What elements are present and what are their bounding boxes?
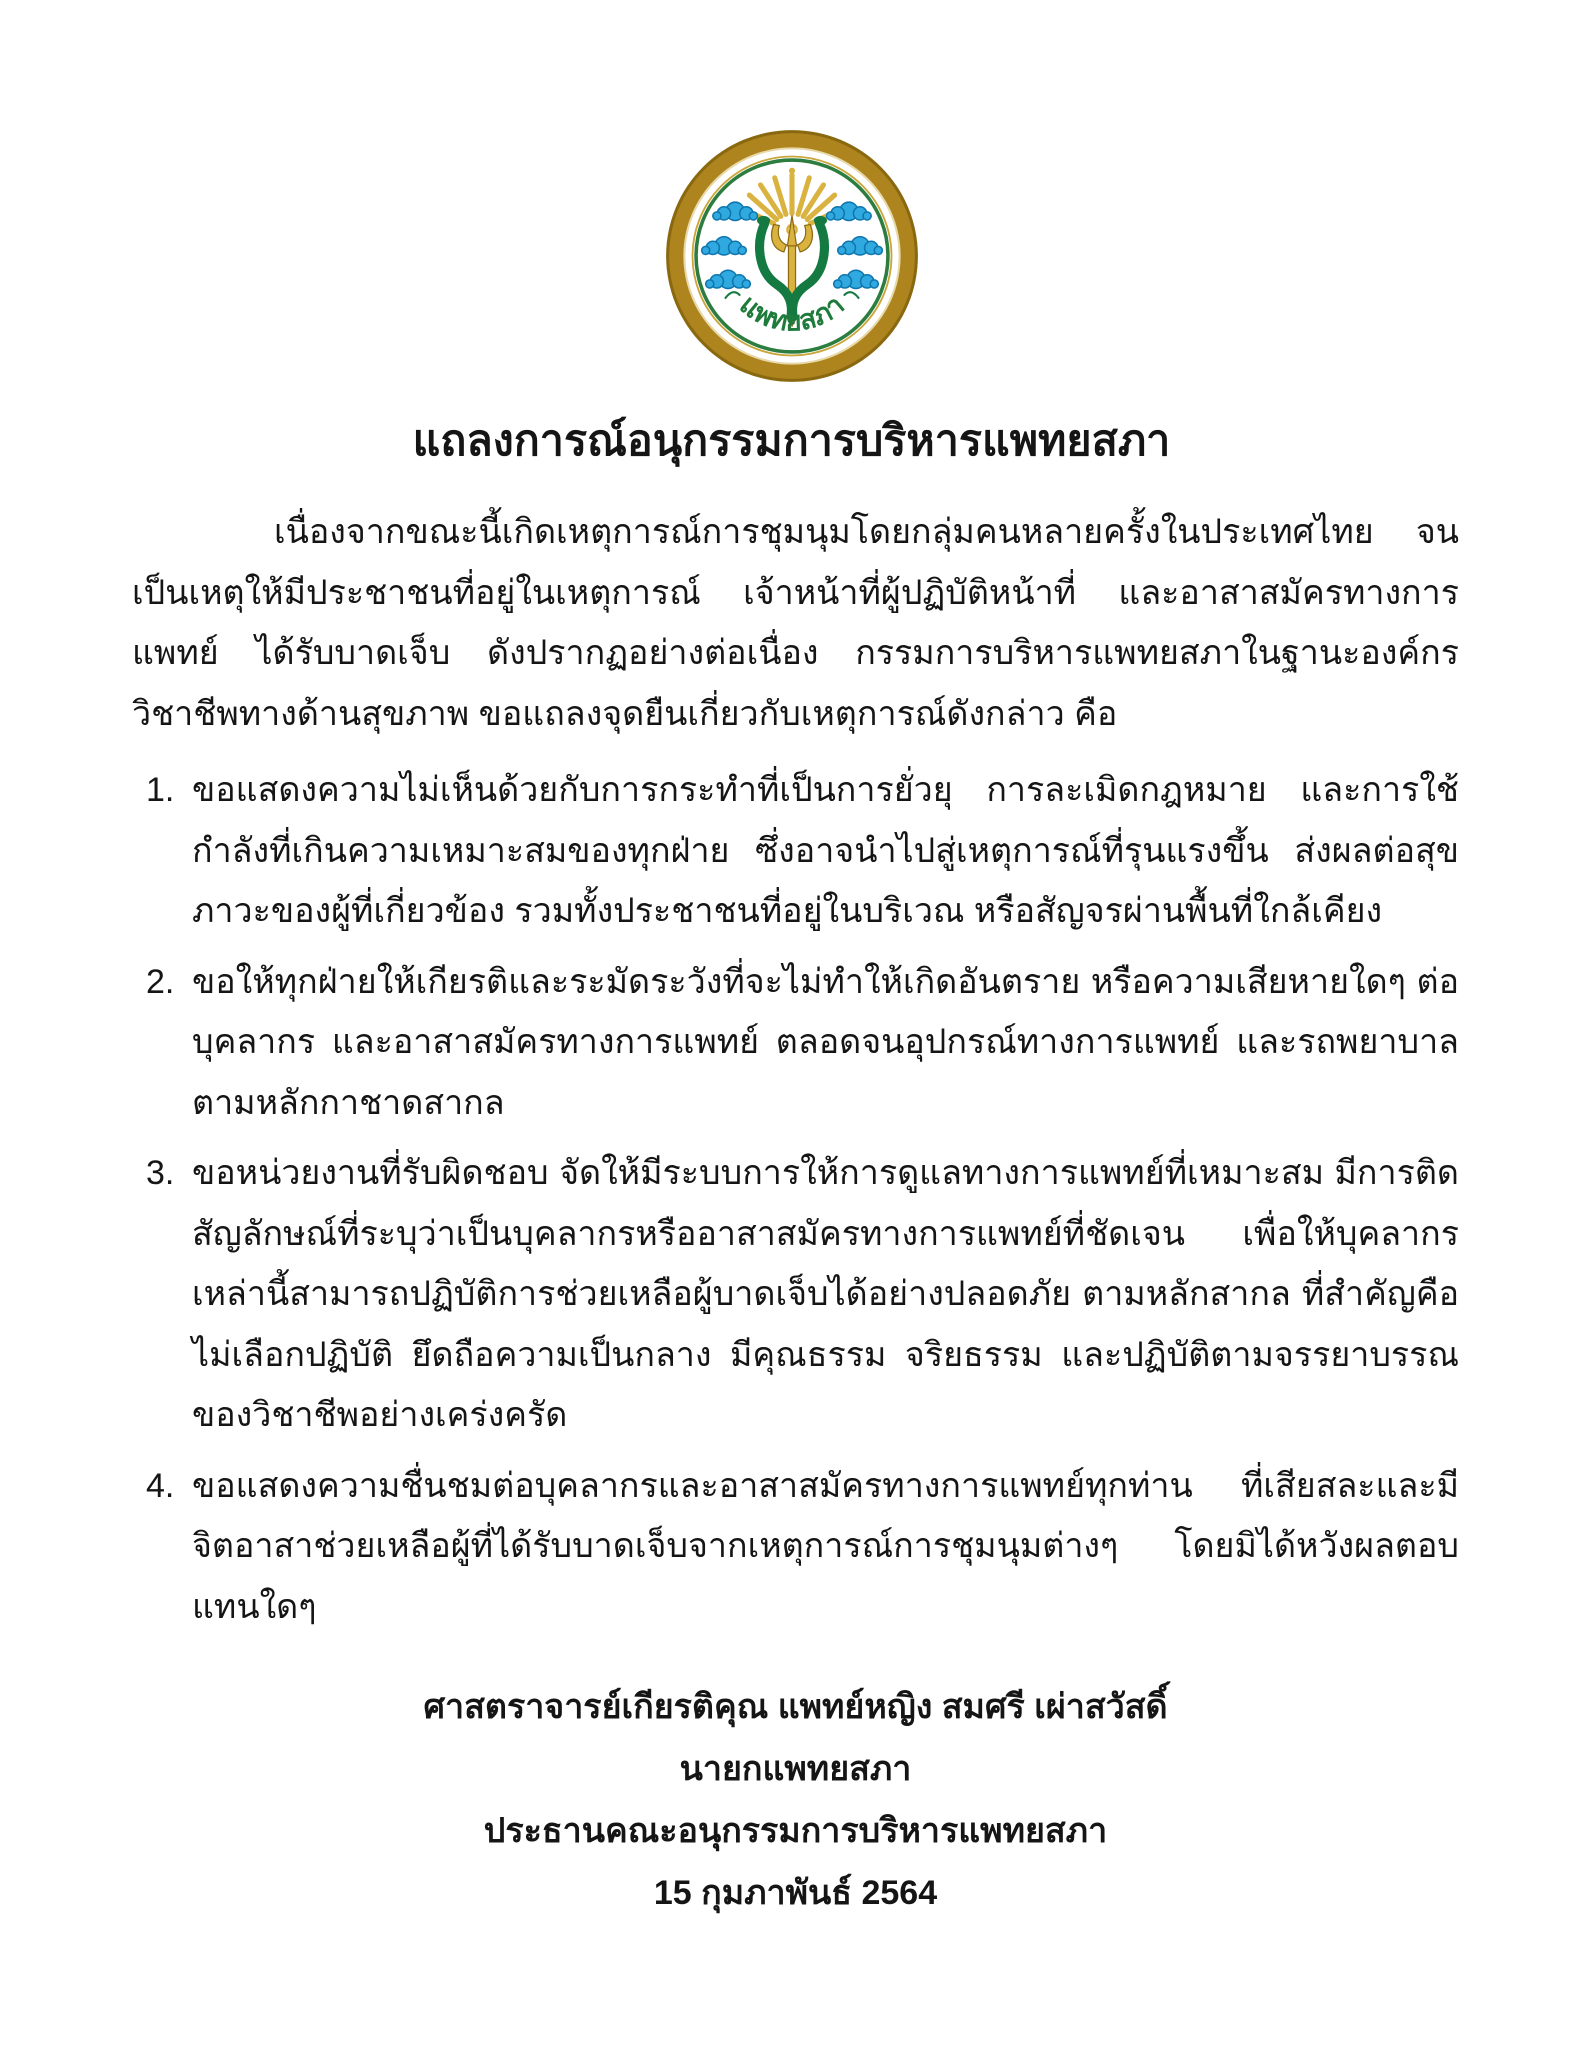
document-body [132, 502, 1459, 1925]
document-date: 15 กุมภาพันธ์ 2564 [653, 1873, 938, 1912]
item-number: 4. [146, 1466, 175, 1505]
item-text: ขอหน่วยงานที่รับผิดชอบ จัดให้มีระบบการให้การดูแลทางการแพทย์ที่เหมาะสม มีการติดสัญลักษณ์ที่ระบุว่าเป็นบุคลากรหรืออาสาสมัครทางการแพทย์ที่ชัดเจน เพื่อให้บุคลากรเหล่านี้สามารถปฏิบัติการช่วยเหลือผู้บาดเจ็บได้อย่างปลอดภัย ตามหลักสากล ที่สำคัญคือ ไม่เลือกปฏิบัติ ยึดถือความเป็นกลาง มีคุณธรรม จริยธรรม และปฏิบัติตามจรรยาบรรณของวิชาชีพอย่างเคร่งครัด [192, 1154, 1459, 1435]
item-text: ขอแสดงความไม่เห็นด้วยกับการกระทำที่เป็นการยั่วยุ การละเมิดกฎหมาย และการใช้กำลังที่เกินความเหมาะสมของทุกฝ่าย ซึ่งอาจนำไปสู่เหตุการณ์ที่รุนแรงขึ้น ส่งผลต่อสุขภาวะของผู้ที่เกี่ยวข้อง รวมทั้งประชาชนที่อยู่ในบริเวณ หรือสัญจรผ่านพื้นที่ใกล้เคียง [192, 771, 1459, 931]
signatory-position-1: นายกแพทยสภา [679, 1750, 912, 1789]
crown-finial-icon [788, 168, 794, 174]
statement-item-2 [132, 952, 1459, 1134]
statement-item-1 [132, 760, 1459, 942]
statement-item-3 [132, 1143, 1459, 1446]
item-number: 3. [146, 1154, 175, 1193]
emblem-caption: แพทยสภา [733, 288, 850, 337]
statement-list [132, 760, 1459, 1637]
item-number: 2. [146, 962, 175, 1001]
signature-block [132, 1677, 1459, 1925]
medical-council-emblem-icon [660, 124, 924, 388]
statement-item-4 [132, 1456, 1459, 1638]
item-text: ขอให้ทุกฝ่ายให้เกียรติและระมัดระวังที่จะไม่ทำให้เกิดอันตราย หรือความเสียหายใดๆ ต่อบุคลากร และอาสาสมัครทางการแพทย์ ตลอดจนอุปกรณ์ทางการแพทย์ และรถพยาบาลตามหลักกาชาดสากล [192, 962, 1459, 1122]
serpent-head-left-icon [756, 216, 769, 225]
item-number: 1. [146, 771, 175, 810]
signatory-position-2: ประธานคณะอนุกรรมการบริหารแพทยสภา [483, 1812, 1108, 1851]
signatory-name: ศาสตราจารย์เกียรติคุณ แพทย์หญิง สมศรี เผ่าสวัสดิ์ [423, 1688, 1168, 1727]
item-text: ขอแสดงความชื่นชมต่อบุคลากรและอาสาสมัครทางการแพทย์ทุกท่าน ที่เสียสละและมีจิตอาสาช่วยเหลือผู้ที่ได้รับบาดเจ็บจากเหตุการณ์การชุมนุมต่างๆ โดยมิได้หวังผลตอบแทนใดๆ [192, 1466, 1459, 1626]
document-title: แถลงการณ์อนุกรรมการบริหารแพทยสภา [412, 417, 1171, 465]
intro-paragraph: เนื่องจากขณะนี้เกิดเหตุการณ์การชุมนุมโดยกลุ่มคนหลายครั้งในประเทศไทย จนเป็นเหตุให้มีประชาชนที่อยู่ในเหตุการณ์ เจ้าหน้าที่ผู้ปฏิบัติหน้าที่ และอาสาสมัครทางการแพทย์ ได้รับบาดเจ็บ ดังปรากฏอย่างต่อเนื่อง กรรมการบริหารแพทยสภาในฐานะองค์กรวิชาชีพทางด้านสุขภาพ ขอแถลงจุดยืนเกี่ยวกับเหตุการณ์ดังกล่าว คือ [132, 513, 1459, 733]
emblem [0, 0, 1583, 388]
serpent-head-right-icon [813, 216, 826, 225]
